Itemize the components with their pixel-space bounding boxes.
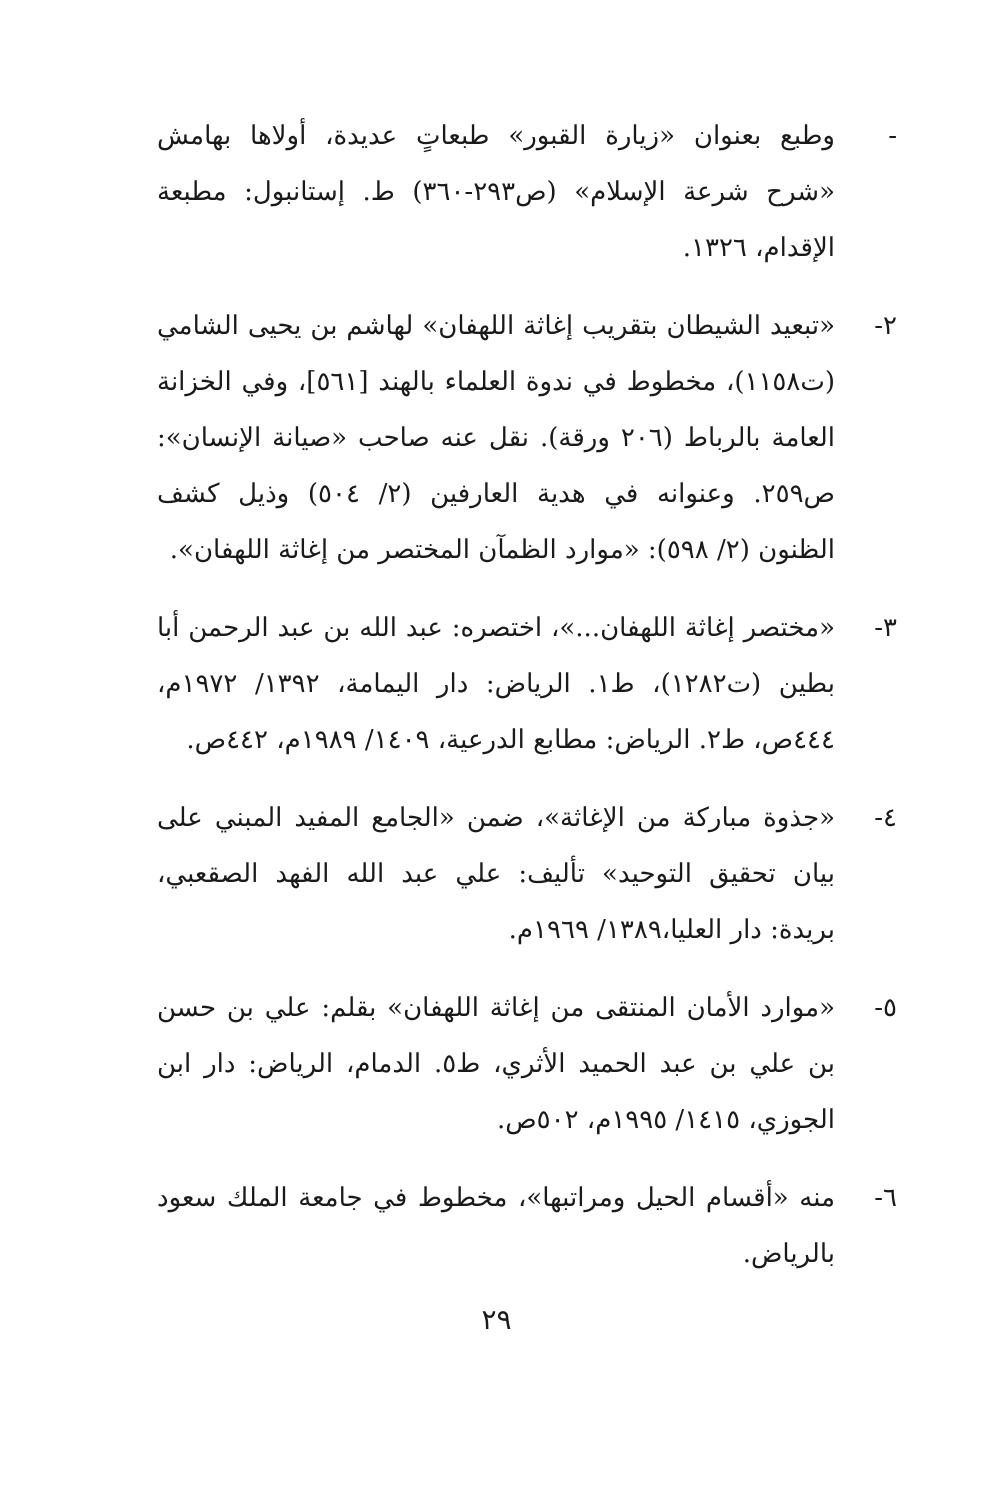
list-item-text: «تبعيد الشيطان بتقريب إغاثة اللهفان» لهاشم بن يحيى الشامي (ت١١٥٨)، مخطوط في ندوة العلماء بالهند [٥٦١]، وفي الخزانة العامة بالرباط (٢٠٦ ورقة). نقل عنه صاحب «صيانة الإنسان»: ص٢٥٩. وعنوانه في هدية العارفين (٢/ ٥٠٤) وذيل كشف الظنون (٢/ ٥٩٨): «موارد الظمآن المختصر من إغاثة اللهفان».: [157, 311, 835, 565]
bibliography-list: [157, 108, 897, 1304]
list-item: [157, 980, 897, 1148]
list-item-marker: -: [888, 121, 897, 151]
list-item-marker: ٦-: [874, 1183, 897, 1213]
list-item-marker: ٤-: [874, 803, 897, 833]
list-item-text: «جذوة مباركة من الإغاثة»، ضمن «الجامع المفيد المبني على بيان تحقيق التوحيد» تأليف: علي عبد الله الفهد الصقعبي، بريدة: دار العليا،١٣٨٩/ ١٩٦٩م.: [157, 803, 835, 945]
page-number: ٢٩: [481, 1303, 512, 1336]
list-item: [157, 298, 897, 578]
list-item-text: وطبع بعنوان «زيارة القبور» طبعاتٍ عديدة، أولاها بهامش «شرح شرعة الإسلام» (ص٢٩٣-٣٦٠) ط. إستانبول: مطبعة الإقدام، ١٣٢٦.: [157, 121, 835, 263]
list-item-text: «موارد الأمان المنتقى من إغاثة اللهفان» بقلم: علي بن حسن بن علي بن عبد الحميد الأثري، ط٥. الدمام، الرياض: دار ابن الجوزي، ١٤١٥/ ١٩٩٥م، ٥٠٢ص.: [157, 993, 835, 1135]
list-item: [157, 108, 897, 276]
list-item-marker: ٥-: [874, 993, 897, 1023]
list-item-marker: ٣-: [874, 613, 897, 643]
list-item-marker: ٢-: [874, 311, 897, 341]
list-item-text: «مختصر إغاثة اللهفان...»، اختصره: عبد الله بن عبد الرحمن أبا بطين (ت١٢٨٢)، ط١. الرياض: دار اليمامة، ١٣٩٢/ ١٩٧٢م، ٤٤٤ص، ط٢. الرياض: مطابع الدرعية، ١٤٠٩/ ١٩٨٩م، ٤٤٢ص.: [157, 613, 835, 755]
list-item: [157, 790, 897, 958]
list-item: [157, 600, 897, 768]
list-item: [157, 1170, 897, 1282]
list-item-text: منه «أقسام الحيل ومراتبها»، مخطوط في جامعة الملك سعود بالرياض.: [157, 1183, 835, 1269]
